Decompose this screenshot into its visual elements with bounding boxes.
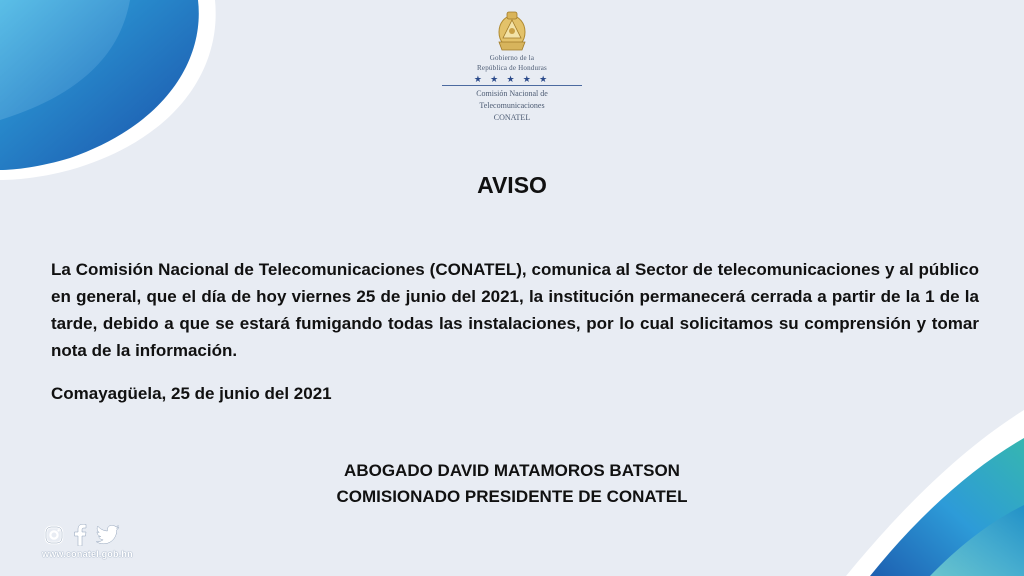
signatory-name: ABOGADO DAVID MATAMOROS BATSON [344,461,680,480]
commission-line-1: Comisión Nacional de [476,89,548,98]
conatel-logo [440,10,584,122]
facebook-icon[interactable] [73,524,87,546]
notice-title: AVISO [477,172,547,198]
top-left-decoration [0,0,240,190]
instagram-icon[interactable] [44,525,64,545]
government-line-1: Gobierno de la [489,54,535,62]
government-line-2: República de Honduras [477,64,547,72]
commission-line-2: Telecomunicaciones [479,101,545,110]
social-icons [44,524,142,546]
twitter-icon[interactable] [96,525,120,545]
logo-divider [442,85,582,86]
commission-line-3: CONATEL [493,113,531,122]
signatory-title: COMISIONADO PRESIDENTE DE CONATEL [336,487,688,506]
place-date: Comayagüela, 25 de junio del 2021 [51,384,332,403]
notice-body: La Comisión Nacional de Telecomunicaciones (CONATEL), comunica al Sector de telecomunicaciones y al público en general, que el día de hoy viernes 25 de junio del 2021, la institución permanecerá cerrada a partir de la 1 de la tarde, debido a que se estará fumigando todas las instalaciones, por lo cual solicitamos su comprensión y tomar nota de la información. [51,260,979,360]
stars-row: ★ ★ ★ ★ ★ [473,74,551,84]
website-link[interactable]: www.conatel.gob.hn [42,549,133,559]
social-footer [42,524,142,559]
honduras-coat-of-arms-icon [495,10,529,52]
